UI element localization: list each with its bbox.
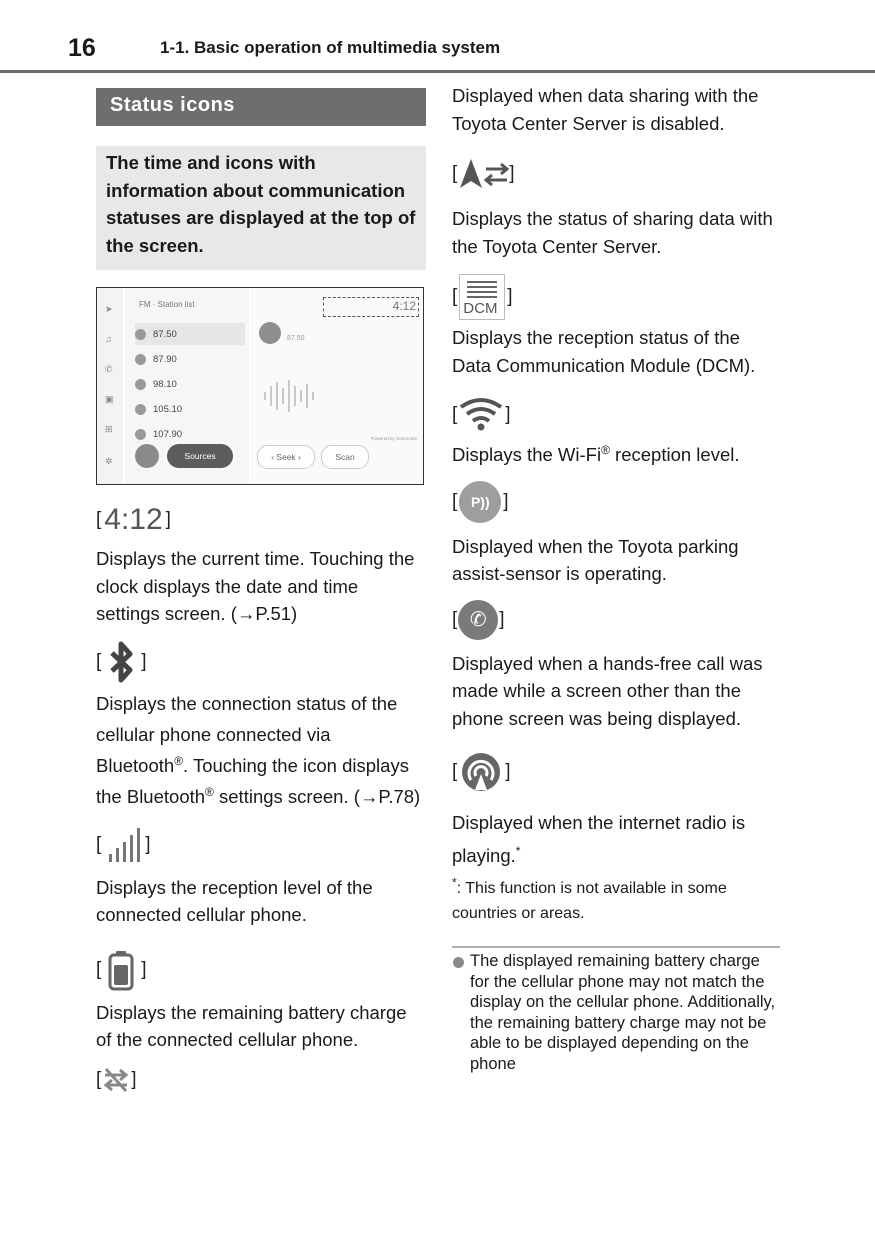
nav-icon: ➤ (105, 304, 113, 314)
sharing-off-description: Displayed when data sharing with the Toyota Center Server is disabled. (452, 85, 759, 134)
now-playing-freq: 87.50 (287, 335, 305, 342)
screen-breadcrumb: FM · Station list (139, 300, 195, 309)
station-icon (135, 429, 146, 440)
phone-call-icon: ✆ (458, 600, 498, 640)
sharing-icon-row: [ ] (452, 157, 782, 191)
settings-icon: ✲ (105, 456, 113, 466)
parking-description: Displayed when the Toyota parking assist-sensor is operating. (452, 535, 739, 584)
page-number: 16 (68, 34, 96, 62)
internet-radio-icon (457, 750, 505, 794)
parking-assist-icon: P)) (459, 481, 501, 523)
data-sharing-icon (457, 157, 509, 191)
screen-illustration (96, 287, 424, 485)
intro-box: The time and icons with information about communication statuses are displayed at the top of the screen. (96, 146, 426, 270)
now-playing-icon (259, 322, 281, 344)
note-bullet-icon (453, 957, 464, 968)
bluetooth-icon-row: [ ] (96, 640, 426, 684)
station-item[interactable] (135, 398, 245, 420)
microphone-button[interactable] (135, 444, 159, 468)
left-column (96, 88, 426, 1094)
dcm-icon-row: [ DCM ] (452, 274, 782, 320)
station-freq: 98.10 (153, 378, 177, 390)
now-playing-panel (251, 288, 423, 484)
signal-icon-row: [ ] (96, 826, 426, 864)
status-icons-title: Status icons (96, 88, 426, 126)
signal-strength-icon (101, 826, 145, 864)
sharing-description: Displays the status of sharing data with the Toyota Center Server. (452, 208, 773, 257)
station-freq: 87.50 (153, 328, 177, 340)
data-sharing-off-icon (101, 1066, 131, 1094)
car-icon: ▣ (105, 394, 114, 404)
signal-description: Displays the reception level of the connected cellular phone. (96, 876, 373, 925)
screen-sidebar (97, 288, 123, 484)
phone-icon: ✆ (105, 364, 113, 374)
call-icon-row: [ ✆ ] (452, 600, 782, 640)
station-icon (135, 379, 146, 390)
sources-button[interactable]: Sources (167, 444, 233, 468)
station-icon (135, 329, 146, 340)
footnote: *: This function is not available in some countries or areas. (452, 875, 727, 922)
status-bar-highlight (323, 297, 419, 317)
battery-icon (101, 949, 141, 991)
battery-icon-row: [ ] (96, 949, 426, 991)
wifi-description: Displays the Wi-Fi® reception level. (452, 442, 740, 465)
battery-note-text: The displayed remaining battery charge for the cellular phone may not match the display on the cellular phone. Additionally, the remaining battery charge may not be able to be displayed depending on the phone (470, 952, 776, 1073)
station-freq: 107.90 (153, 428, 183, 440)
section-heading: 1-1. Basic operation of multimedia system (160, 38, 501, 57)
parking-icon-row: [ P)) ] (452, 481, 782, 523)
station-item[interactable] (135, 323, 245, 345)
clock-icon-row: [ 4:12 ] (96, 503, 171, 536)
wifi-icon (457, 397, 505, 433)
station-icon (135, 404, 146, 415)
apps-icon: ⊞ (105, 424, 113, 434)
clock-description: Displays the current time. Touching the clock displays the date and time settings screen. (→P.51) (96, 548, 415, 624)
note-divider (452, 946, 780, 948)
waveform-icon (261, 378, 321, 414)
sharing-off-icon-row: [ ] (96, 1066, 426, 1094)
page-header (0, 0, 875, 74)
radio-icon-row: [ ] (452, 750, 782, 794)
station-item[interactable] (135, 373, 245, 395)
bluetooth-icon (101, 640, 141, 684)
radio-description: Displayed when the internet radio is playing.* (452, 812, 746, 866)
battery-description: Displays the remaining battery charge of the connected cellular phone. (96, 1001, 407, 1050)
right-column (452, 82, 782, 1074)
station-icon (135, 354, 146, 365)
header-divider (0, 70, 875, 73)
station-freq: 87.90 (153, 353, 177, 365)
status-time: 4:12 (392, 299, 416, 313)
bluetooth-description: Displays the connection status of the cellular phone connected via Bluetooth®. Touching the icon displays the Bluetooth® settings screen. (→P.78) (96, 692, 421, 807)
scan-button[interactable]: Scan (321, 445, 369, 469)
wifi-icon-row: [ ] (452, 397, 782, 433)
station-item[interactable] (135, 348, 245, 370)
station-item[interactable] (135, 423, 245, 445)
clock-icon: 4:12 (104, 503, 163, 536)
seek-button[interactable]: ‹ Seek › (257, 445, 315, 469)
powered-by: Powered by Gracenote (370, 436, 417, 441)
battery-note (452, 951, 782, 1074)
station-freq: 105.10 (153, 403, 183, 415)
music-icon: ♫ (105, 334, 112, 344)
dcm-icon: DCM (459, 274, 505, 320)
dcm-description: Displays the reception status of the Data Communication Module (DCM). (452, 327, 756, 376)
call-description: Displayed when a hands-free call was made while a screen other than the phone screen was being displayed. (452, 652, 763, 729)
